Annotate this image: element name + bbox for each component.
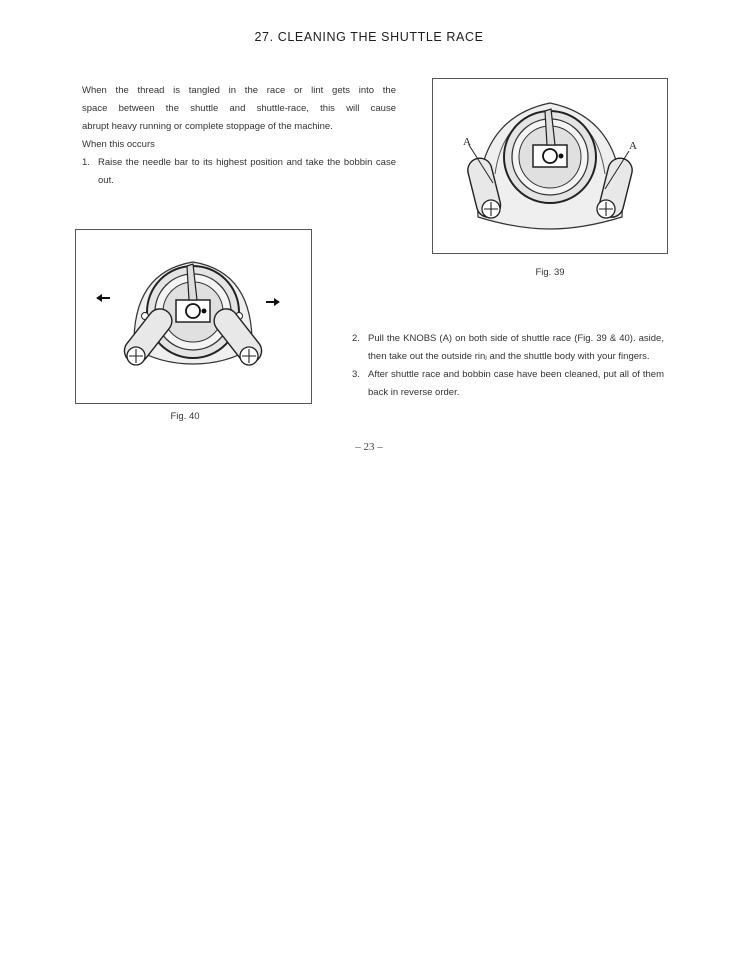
knob-label-left: A xyxy=(463,136,471,148)
figure-40 xyxy=(75,229,312,404)
arrow-right-icon xyxy=(266,298,280,306)
step-text: Pull the KNOBS (A) on both side of shuttle race (Fig. 39 & 40). aside, then take out the outside rinⱼ and the shuttle body with your fingers. xyxy=(368,333,664,362)
intro-line: When the thread is tangled in the race or lint gets into the xyxy=(82,85,396,96)
arrow-left-icon xyxy=(96,294,110,302)
step-1 xyxy=(82,154,396,190)
page-title: 27. CLEANING THE SHUTTLE RACE xyxy=(254,30,484,44)
figure-39-illustration xyxy=(433,79,667,253)
page-number: – 23 – xyxy=(355,441,383,453)
intro-paragraph xyxy=(82,82,396,190)
steps-list xyxy=(352,330,664,402)
step-number: 1. xyxy=(82,157,90,168)
step-2 xyxy=(352,330,664,366)
step-number: 3. xyxy=(352,369,360,380)
step-text: Raise the needle bar to its highest position and take the bobbin case out. xyxy=(98,157,396,186)
intro-line: space between the shuttle and shuttle-race, this will cause xyxy=(82,103,396,114)
intro-line: abrupt heavy running or complete stoppage of the machine. xyxy=(82,121,333,132)
step-number: 2. xyxy=(352,333,360,344)
step-text: After shuttle race and bobbin case have been cleaned, put all of them back in reverse order. xyxy=(368,369,664,398)
figure-39 xyxy=(432,78,668,254)
figure-39-caption: Fig. 39 xyxy=(535,267,565,278)
intro-line: When this occurs xyxy=(82,139,155,150)
figure-40-illustration xyxy=(76,230,311,403)
step-3 xyxy=(352,366,664,402)
figure-40-caption: Fig. 40 xyxy=(170,411,200,422)
knob-label-right: A xyxy=(629,140,637,152)
